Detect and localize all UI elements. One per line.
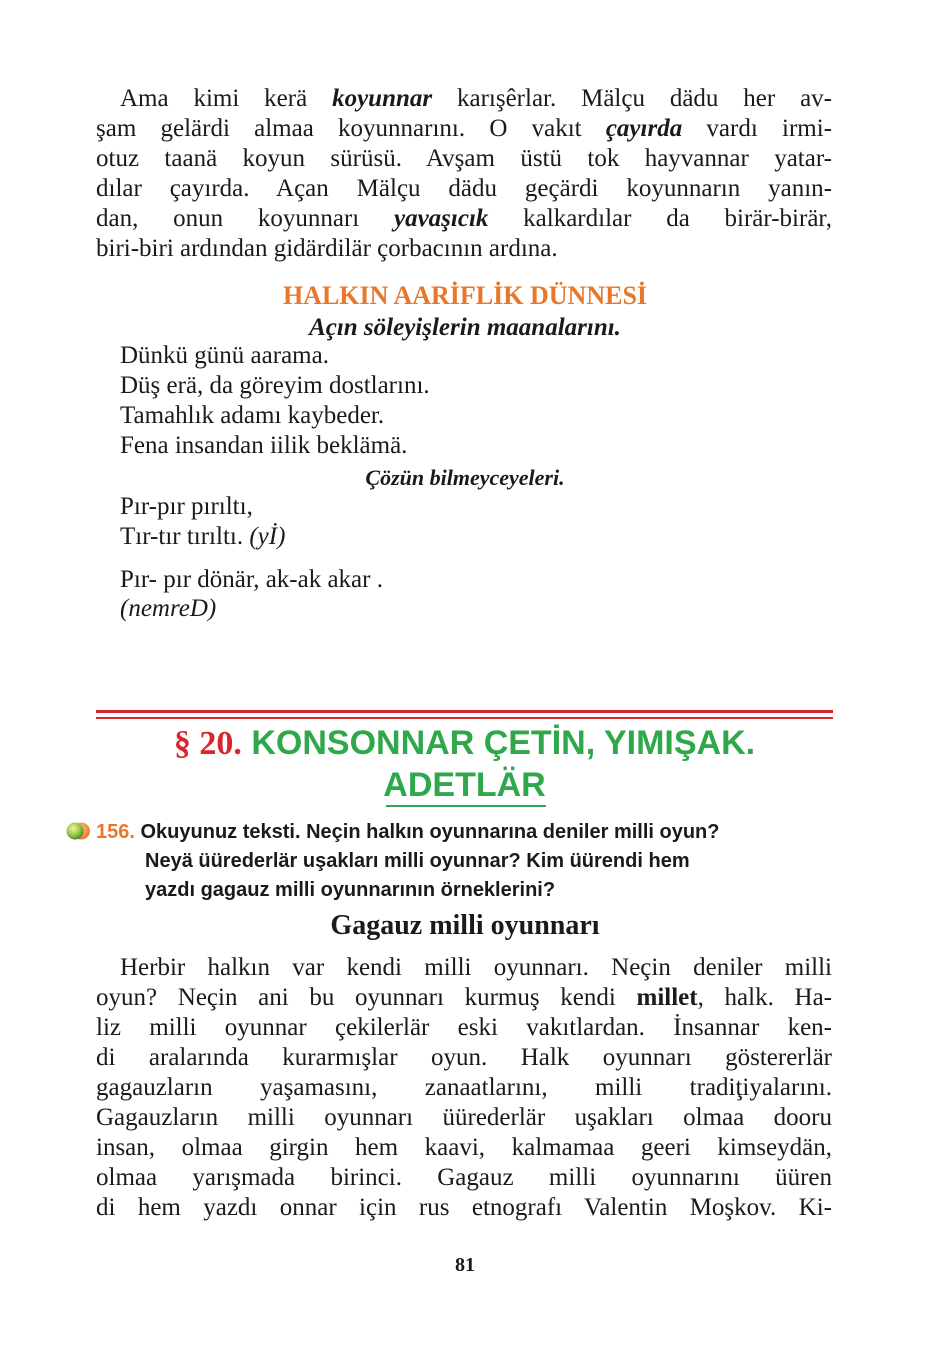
text-span: dan, onun koyunnarı	[96, 205, 394, 232]
riddle-1-line-2	[120, 522, 285, 552]
emphasis-word: çayırda	[605, 115, 683, 142]
story-line-6: Gagauzların milli oyunnarı üürederlär uşakları olmaa dooru	[96, 1104, 832, 1131]
section-title-line-1	[96, 720, 833, 767]
saying-2: Düş erä, da göreyim dostlarını.	[120, 372, 430, 399]
riddle-2-answer: (nemreD)	[120, 595, 217, 622]
text-span: karışêrlar. Mälçu dädu her av-	[432, 85, 833, 112]
task-line-2: Neyä üürederlär uşakları milli oyunnar? Kim üürendi hem	[145, 850, 690, 872]
wisdom-instruction-2: Çözün bilmeyceyeleri.	[365, 465, 565, 490]
story-line-9: di hem yazdı onnar için rus etnografı Valentin Moşkov. Ki-	[96, 1194, 832, 1221]
text-span: Tır-tır tırıltı.	[120, 523, 250, 550]
section-title-text: KONSONNAR ÇETİN, YIMIŞAK.	[241, 724, 756, 762]
story-title: Gagauz milli oyunnarı	[330, 910, 600, 941]
intro-line-3: otuz taanä koyun sürüsü. Avşam üstü tok hayvannar yatar-	[96, 145, 832, 172]
wisdom-instruction-1: Açın söleyişlerin maanalarını.	[309, 314, 621, 341]
story-line-1: Herbir halkın var kendi milli oyunnarı. Neçin deniler milli	[120, 954, 832, 981]
wisdom-heading: HALKIN AARİFLİK DÜNNESİ	[282, 281, 648, 310]
task-text: Okuyunuz teksti. Neçin halkın oyunnarına deniler milli oyun?	[140, 821, 720, 843]
exercise-bullet-icon	[66, 822, 90, 840]
text-span: oyun? Neçin ani bu oyunnarı kurmuş kendi	[96, 984, 637, 1011]
text-span: , halk. Ha-	[697, 984, 832, 1011]
riddle-1-line-1: Pır-pır pırıltı,	[120, 493, 253, 520]
page-number: 81	[455, 1254, 475, 1276]
story-line-3: liz milli oyunnar çekilerlär eski vakıtlardan. İnsannar ken-	[96, 1014, 832, 1041]
emphasis-word: millet	[636, 984, 698, 1011]
saying-3: Tamahlık adamı kaybeder.	[120, 402, 385, 429]
riddle-answer: (yİ)	[249, 523, 286, 550]
intro-line-2	[96, 114, 832, 144]
story-line-8: olmaa yarışmada birinci. Gagauz milli oyunnarını üüren	[96, 1164, 832, 1191]
emphasis-word: yavaşıcık	[393, 205, 489, 232]
text-span: kalkardılar da birär-birär,	[488, 205, 832, 232]
intro-line-5	[96, 204, 832, 234]
saying-4: Fena insandan iilik beklämä.	[120, 432, 408, 459]
intro-line-1	[120, 84, 832, 114]
story-line-7: insan, olmaa girgin hem kaavi, kalmamaa geeri kimseydän,	[96, 1134, 832, 1161]
riddle-2-line-1: Pır- pır dönär, ak-ak akar .	[120, 566, 383, 593]
story-line-4: di aralarında kurarmışlar oyun. Halk oyunnarı göstererlär	[96, 1044, 832, 1071]
text-span: Ama kimi kerä	[120, 85, 333, 112]
text-span: şam gelärdi almaa koyunnarını. O vakıt	[96, 115, 606, 142]
task-number: 156.	[96, 821, 135, 843]
task-line-3: yazdı gagauz milli oyunnarının örneklerini?	[145, 879, 556, 901]
text-span: vardı irmi-	[682, 115, 833, 142]
story-line-5: gagauzların yaşamasını, zanaatlarını, milli tradiţiyalarını.	[96, 1074, 832, 1101]
section-title-line-2	[96, 762, 833, 808]
task-line-1	[96, 818, 720, 847]
story-line-2	[96, 983, 832, 1013]
section-divider	[96, 710, 833, 713]
intro-line-4: dılar çayırda. Açan Mälçu dädu geçärdi koyunnarın yanın-	[96, 175, 832, 202]
section-title-text: ADETLÄR	[383, 766, 546, 804]
intro-line-6: biri-biri ardından gidärdilär çorbacının ardına.	[96, 235, 558, 262]
saying-1: Dünkü günü aarama.	[120, 342, 329, 369]
section-divider-thin	[96, 717, 833, 719]
section-number: § 20.	[173, 725, 242, 762]
title-underline	[386, 805, 546, 807]
emphasis-word: koyunnar	[332, 85, 433, 112]
